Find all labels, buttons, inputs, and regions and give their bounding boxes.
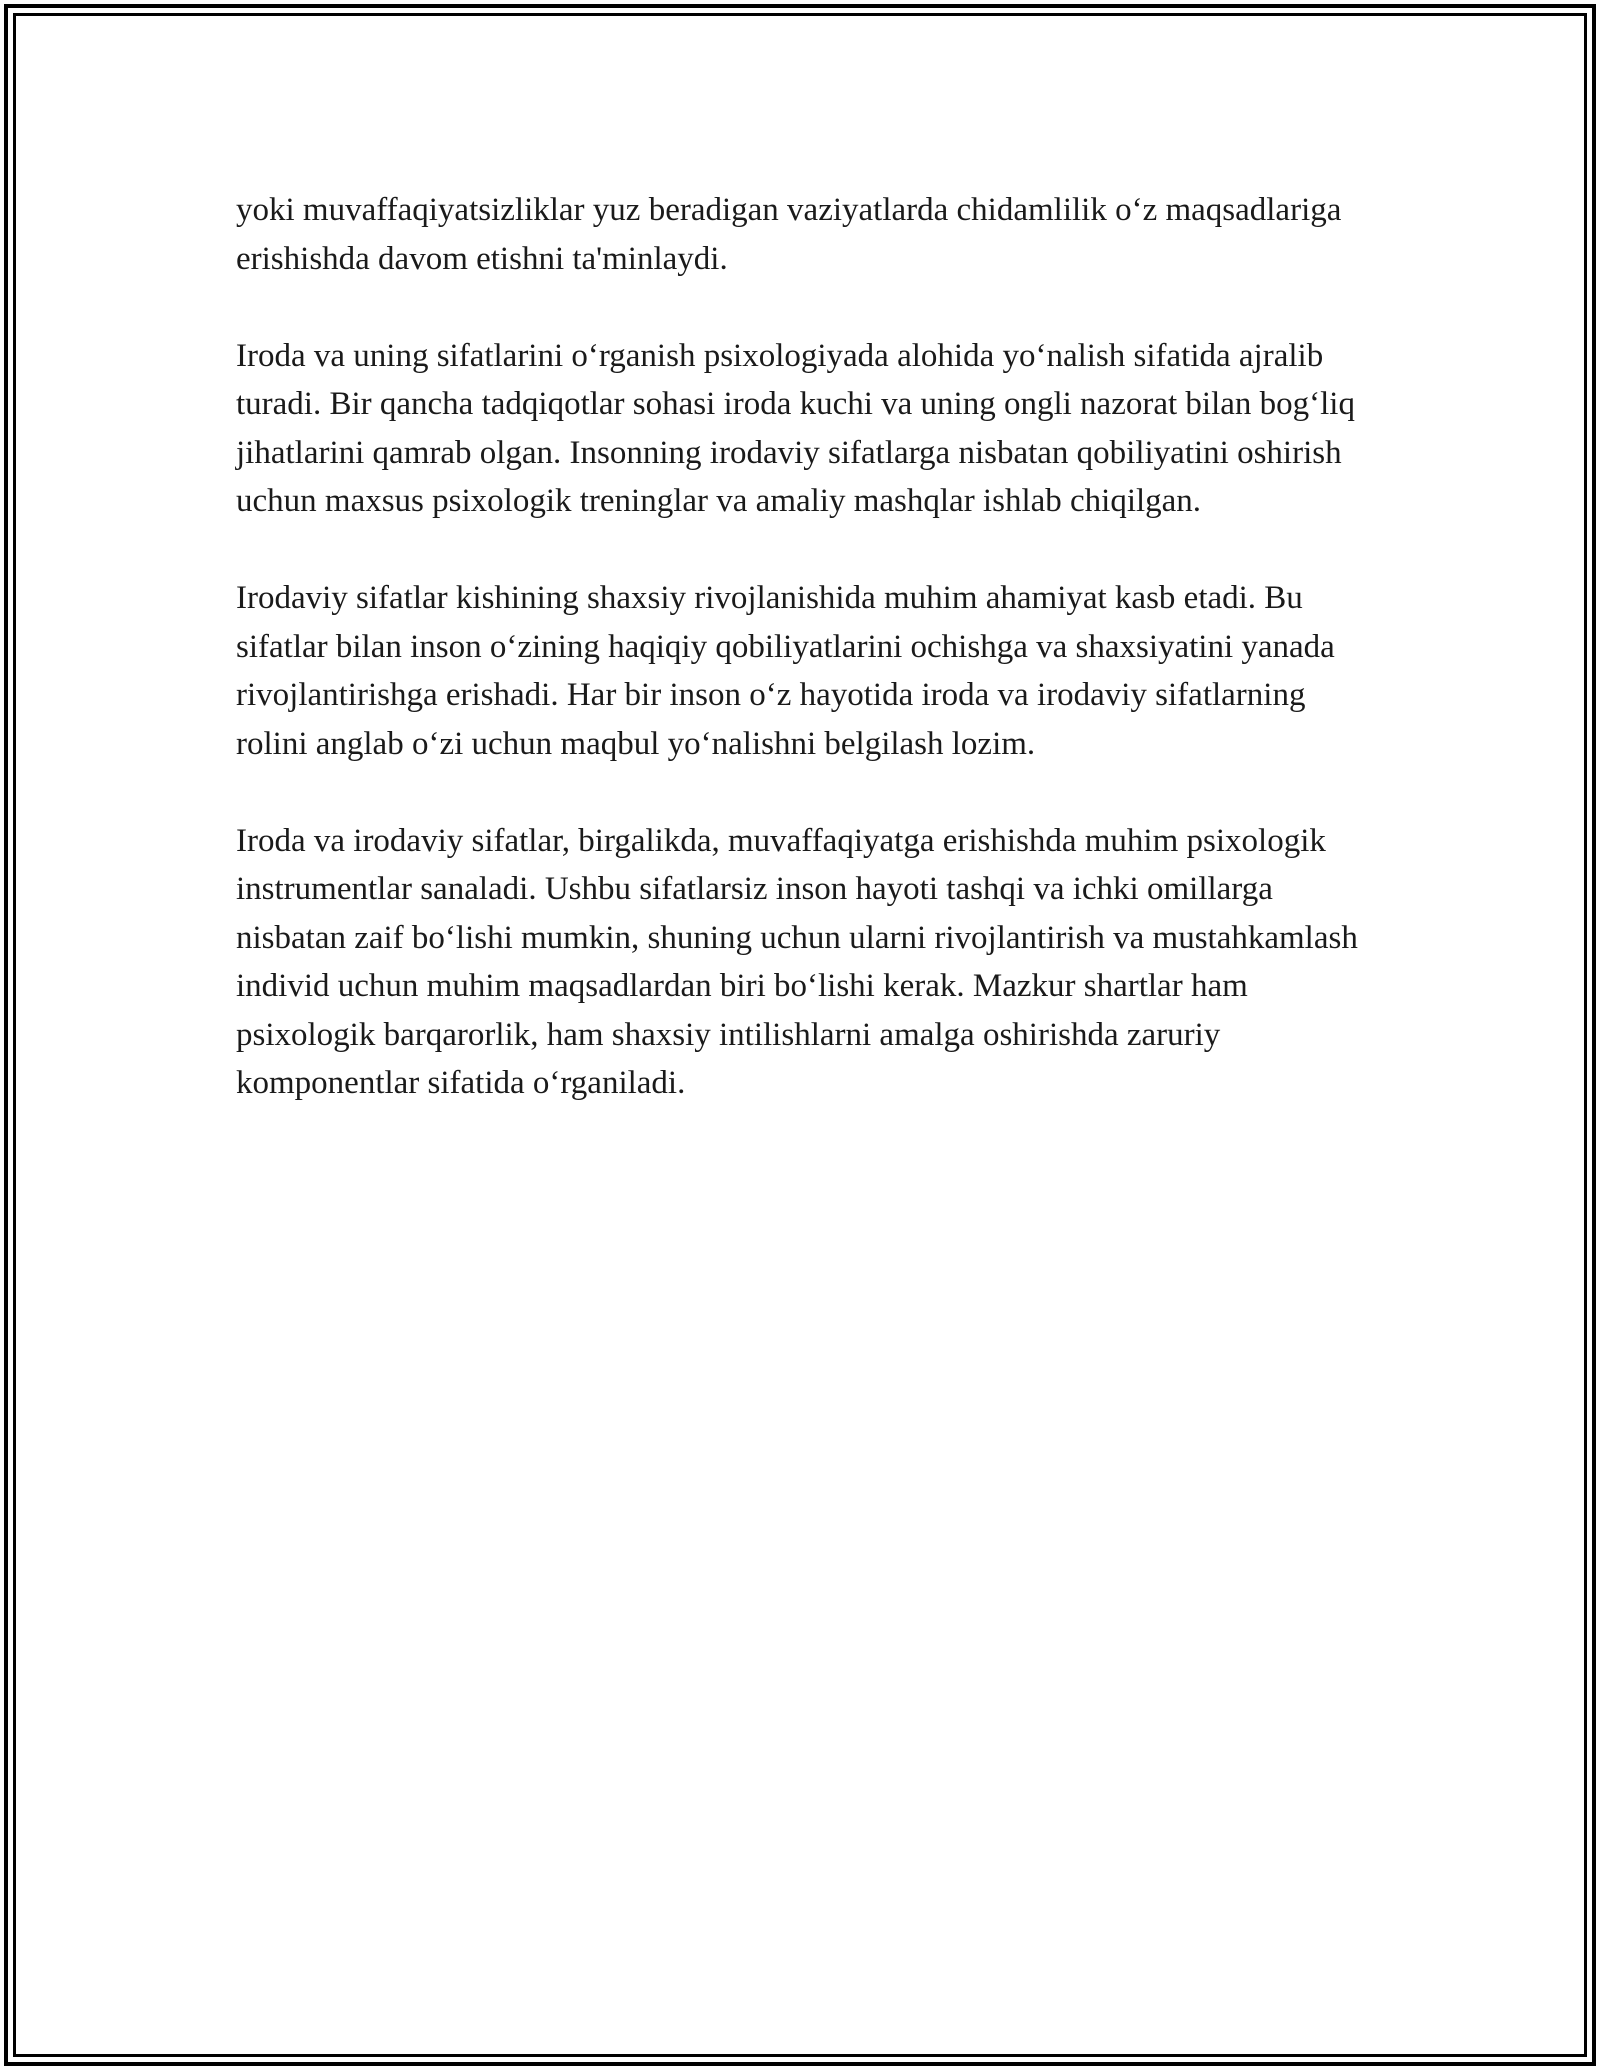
paragraph-2: Iroda va uning sifatlarini o‘rganish psixologiyada alohida yo‘nalish sifatida ajralib turadi. Bir qancha tadqiqotlar sohasi iroda kuchi va uning ongli nazorat bilan bog‘liq jihatlarini qamrab olgan. Insonning irodaviy sifatlarga nisbatan qobiliyatini oshirish uchun maxsus psixologik treninglar va amaliy mashqlar ishlab chiqilgan. [236,337,1355,519]
paragraph-4: Iroda va irodaviy sifatlar, birgalikda, muvaffaqiyatga erishishda muhim psixologik instrumentlar sanaladi. Ushbu sifatlarsiz inson hayoti tashqi va ichki omillarga nisbatan zaif bo‘lishi mumkin, shuning uchun ularni rivojlantirish va mustahkamlash individ uchun muhim maqsadlardan biri bo‘lishi kerak. Mazkur shartlar ham psixologik barqarorlik, ham shaxsiy intilishlarni amalga oshirishda zaruriy komponentlar sifatida o‘rganiladi. [236,822,1358,1101]
document-body [236,186,1366,1156]
paragraph-1: yoki muvaffaqiyatsizliklar yuz beradigan vaziyatlarda chidamlilik o‘z maqsadlariga erishishda davom etishni ta'minlaydi. [236,192,1342,277]
paragraph-3: Irodaviy sifatlar kishining shaxsiy rivojlanishida muhim ahamiyat kasb etadi. Bu sifatlar bilan inson o‘zining haqiqiy qobiliyatlarini ochishga va shaxsiyatini yanada rivojlantirishga erishadi. Har bir inson o‘z hayotida iroda va irodaviy sifatlarning rolini anglab o‘zi uchun maqbul yo‘nalishni belgilash lozim. [236,580,1335,762]
